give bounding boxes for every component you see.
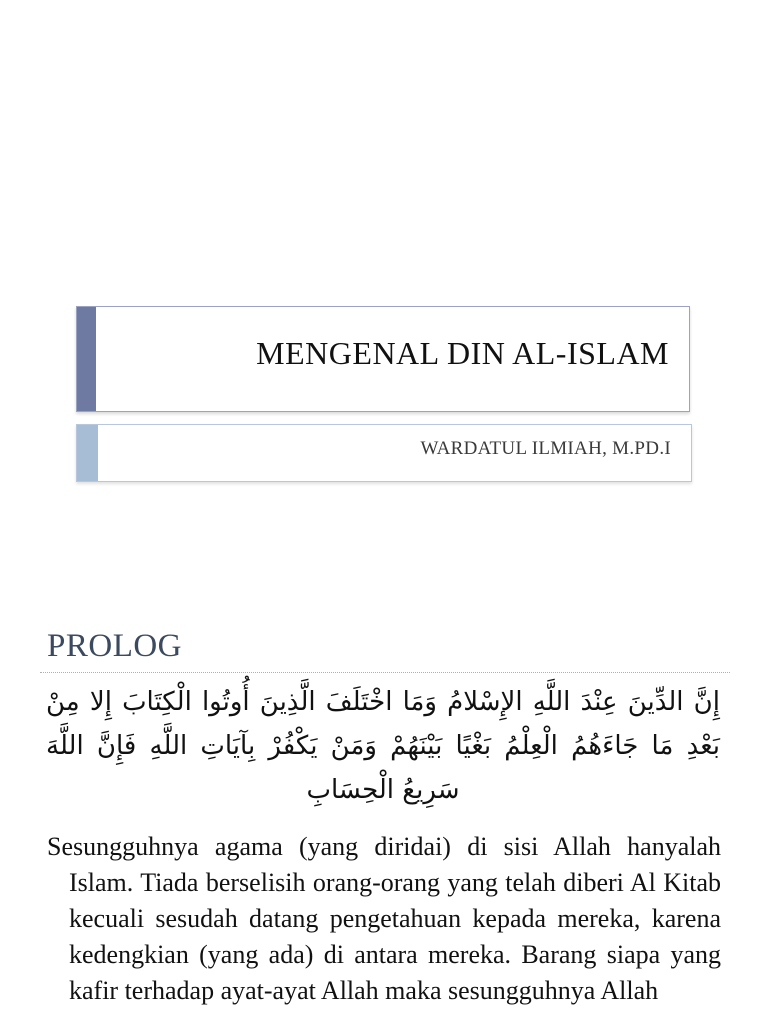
- subtitle-box: [76, 424, 692, 482]
- verse-translation: Sesungguhnya agama (yang diridai) di sisi Allah hanyalah Islam. Tiada berselisih orang-orang yang telah diberi Al Kitab kecuali sesudah datang pengetahuan kepada mereka, karena kedengkian (yang ada) di antara mereka. Barang siapa yang kafir terhadap ayat-ayat Allah maka sesungguhnya Allah: [47, 832, 721, 1005]
- title-accent-bar: [77, 307, 96, 411]
- slide-title: MENGENAL DIN AL-ISLAM: [256, 335, 669, 371]
- arabic-verse: إِنَّ الدِّينَ عِنْدَ اللَّهِ الإِسْلامُ وَمَا اخْتَلَفَ الَّذِينَ أُوتُوا الْكِتَابَ إِلا مِنْ بَعْدِ مَا جَاءَهُمُ الْعِلْمُ بَغْيًا بَيْنَهُمْ وَمَنْ يَكْفُرْ بِآيَاتِ اللَّهِ فَإِنَّ اللَّهَ سَرِيعُ الْحِسَابِ: [46, 687, 720, 805]
- slide-subtitle: WARDATUL ILMIAH, M.PD.I: [420, 438, 671, 459]
- subtitle-accent-bar: [77, 425, 98, 481]
- prolog-heading: PROLOG: [47, 628, 183, 664]
- heading-divider: [40, 672, 730, 673]
- title-box: [76, 306, 690, 412]
